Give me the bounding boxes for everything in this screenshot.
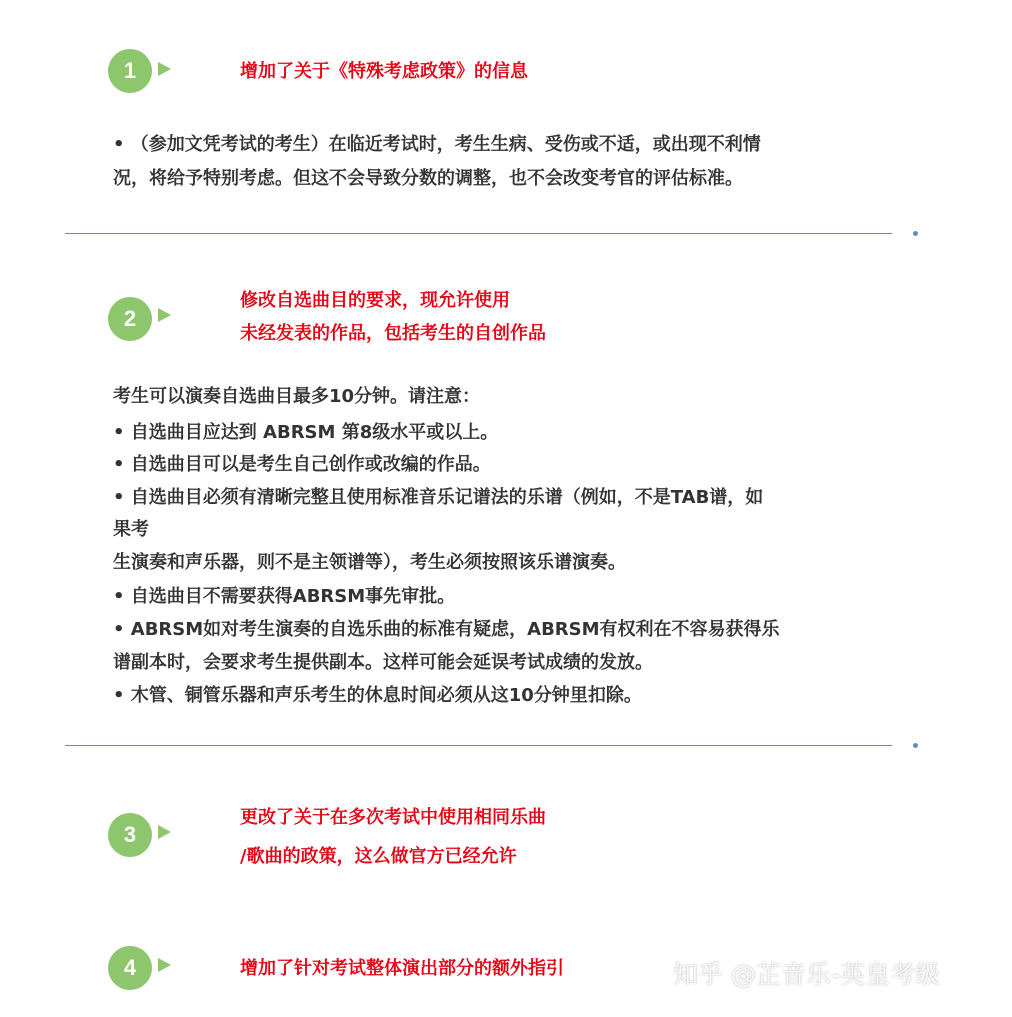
watermark: 知乎 @芷音乐-英皇考级 xyxy=(673,960,940,989)
body-line: • ABRSM如对考生演奏的自选乐曲的标准有疑虑，ABRSM有权利在不容易获得乐 xyxy=(113,619,780,640)
step-number-badge: 4 xyxy=(108,946,152,990)
play-arrow-icon xyxy=(158,825,171,839)
section-heading: 增加了关于《特殊考虑政策》的信息 xyxy=(240,61,528,82)
body-line: 况，将给予特别考虑。但这不会导致分数的调整，也不会改变考官的评估标准。 xyxy=(113,168,743,189)
section-heading: 修改自选曲目的要求，现允许使用 xyxy=(240,290,510,311)
play-arrow-icon xyxy=(158,308,171,322)
body-line: • （参加文凭考试的考生）在临近考试时，考生生病、受伤或不适，或出现不利情 xyxy=(113,134,761,155)
body-line: 生演奏和声乐器，则不是主领谱等），考生必须按照该乐谱演奏。 xyxy=(113,552,626,573)
body-line: • 自选曲目可以是考生自己创作或改编的作品。 xyxy=(113,454,491,475)
divider xyxy=(65,233,892,234)
step-number-badge: 3 xyxy=(108,813,152,857)
body-line: • 自选曲目应达到 ABRSM 第8级水平或以上。 xyxy=(113,422,499,443)
play-arrow-icon xyxy=(158,62,171,76)
divider-dot xyxy=(913,743,918,748)
section-heading: 未经发表的作品，包括考生的自创作品 xyxy=(240,323,546,344)
play-arrow-icon xyxy=(158,958,171,972)
body-line: • 自选曲目必须有清晰完整且使用标准音乐记谱法的乐谱（例如，不是TAB谱，如 xyxy=(113,487,764,508)
section-heading: /歌曲的政策，这么做官方已经允许 xyxy=(240,846,517,867)
body-line: 谱副本时，会要求考生提供副本。这样可能会延误考试成绩的发放。 xyxy=(113,652,653,673)
step-number-badge: 2 xyxy=(108,297,152,341)
body-line: • 木管、铜管乐器和声乐考生的休息时间必须从这10分钟里扣除。 xyxy=(113,685,642,706)
section-heading: 增加了针对考试整体演出部分的额外指引 xyxy=(240,958,564,979)
divider-dot xyxy=(913,231,918,236)
section-heading: 更改了关于在多次考试中使用相同乐曲 xyxy=(240,807,546,828)
step-number-badge: 1 xyxy=(108,49,152,93)
divider xyxy=(65,745,892,746)
body-line: • 自选曲目不需要获得ABRSM事先审批。 xyxy=(113,586,456,607)
body-line: 果考 xyxy=(113,519,149,540)
body-line: 考生可以演奏自选曲目最多10分钟。请注意： xyxy=(113,386,481,407)
